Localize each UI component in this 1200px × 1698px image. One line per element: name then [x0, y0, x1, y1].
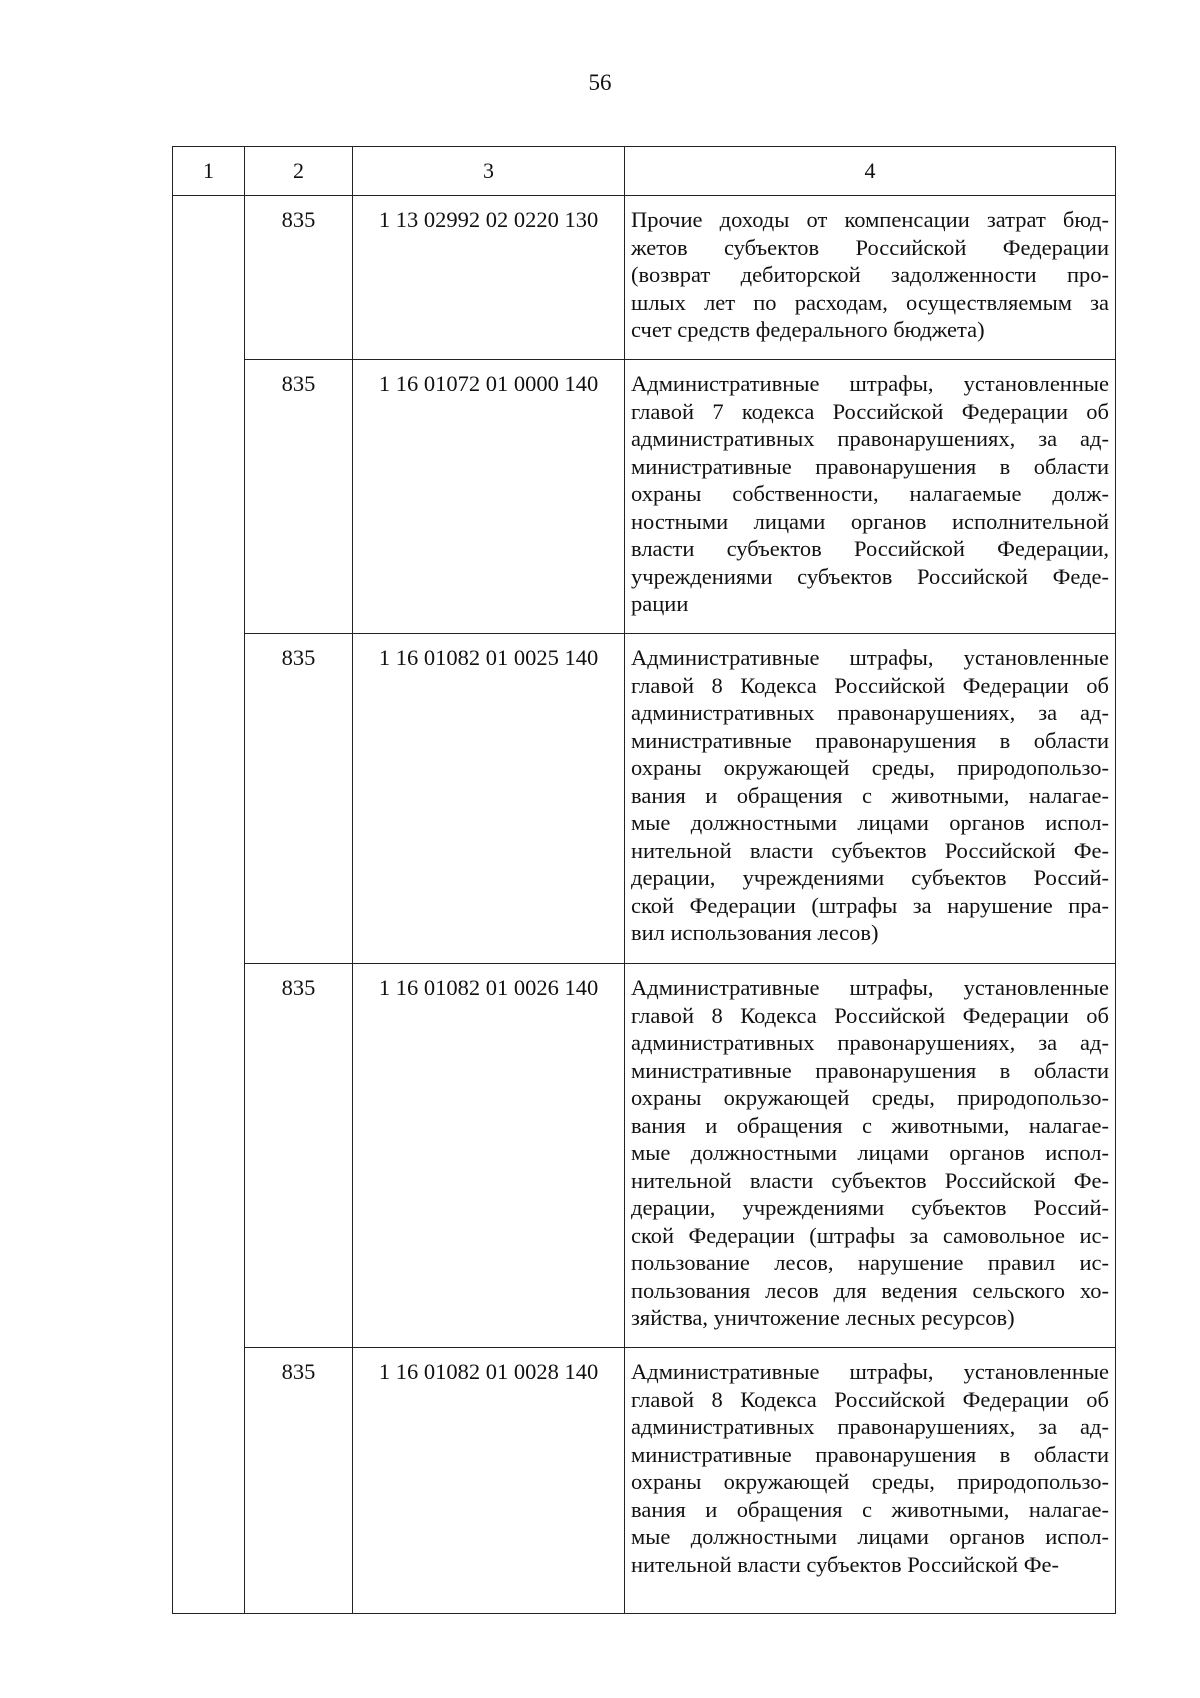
description-line: мые должностными лицами органов испол-	[631, 1140, 1109, 1165]
description-line: Административные штрафы, установленные	[631, 975, 1109, 1000]
description-line: нительной власти субъектов Российской Фе-	[631, 1167, 1109, 1193]
admin-code-cell: 835	[245, 964, 353, 1348]
description-line: административных правонарушениях, за ад-	[631, 1030, 1109, 1055]
description-line: административных правонарушениях, за ад-	[631, 700, 1109, 725]
description-line: министративные правонарушения в области	[631, 1441, 1109, 1467]
description-line: охраны окружающей среды, природопользо-	[631, 755, 1109, 780]
column-header-1: 1	[173, 147, 245, 196]
description-line: административных правонарушениях, за ад-	[631, 1414, 1109, 1439]
description-line: счет средств федерального бюджета)	[631, 317, 985, 342]
revenue-code-cell: 1 16 01082 01 0025 140	[353, 634, 625, 964]
description-line: административных правонарушениях, за ад-	[631, 426, 1109, 451]
description-line: ностными лицами органов исполнительной	[631, 508, 1109, 534]
admin-code-cell: 835	[245, 634, 353, 964]
description-line: министративные правонарушения в области	[631, 1057, 1109, 1083]
description-line: Прочие доходы от компенсации затрат бюд-	[631, 207, 1109, 232]
description-line: вил использования лесов)	[631, 920, 879, 945]
description-line: министративные правонарушения в области	[631, 727, 1109, 753]
admin-code-cell: 835	[245, 196, 353, 360]
description-cell	[625, 634, 1116, 964]
description-line: охраны окружающей среды, природопользо-	[631, 1085, 1109, 1110]
revenue-code-cell: 1 13 02992 02 0220 130	[353, 196, 625, 360]
page-number: 56	[588, 70, 612, 95]
description-line: жетов субъектов Российской Федерации	[631, 234, 1109, 260]
description-line: пользования лесов для ведения сельского хо-	[631, 1277, 1109, 1303]
revenue-codes-table	[172, 146, 1116, 1614]
description-line: зяйства, уничтожение лесных ресурсов)	[631, 1305, 1015, 1330]
admin-code-cell: 835	[245, 360, 353, 634]
description-line: главой 7 кодекса Российской Федерации об	[631, 398, 1109, 424]
description-line: власти субъектов Российской Федерации,	[631, 536, 1109, 561]
description-line: ской Федерации (штрафы за самовольное ис-	[631, 1222, 1109, 1248]
description-line: главой 8 Кодекса Российской Федерации об	[631, 1002, 1109, 1028]
table-row	[173, 964, 1116, 1348]
table-row	[173, 634, 1116, 964]
description-line: шлых лет по расходам, осуществляемым за	[631, 289, 1109, 315]
description-line: учреждениями субъектов Российской Феде-	[631, 563, 1109, 589]
table-row	[173, 1348, 1116, 1614]
column-header-2: 2	[245, 147, 353, 196]
revenue-code-cell: 1 16 01082 01 0028 140	[353, 1348, 625, 1614]
column-header-4: 4	[625, 147, 1116, 196]
description-line: охраны окружающей среды, природопользо-	[631, 1469, 1109, 1494]
description-line: мые должностными лицами органов испол-	[631, 1524, 1109, 1549]
description-line: пользование лесов, нарушение правил ис-	[631, 1250, 1109, 1275]
description-cell	[625, 360, 1116, 634]
description-line: вания и обращения с животными, налагае-	[631, 782, 1109, 808]
admin-code-cell: 835	[245, 1348, 353, 1614]
table-row	[173, 360, 1116, 634]
description-line: министративные правонарушения в области	[631, 453, 1109, 479]
description-line: ской Федерации (штрафы за нарушение пра-	[631, 892, 1109, 918]
description-cell	[625, 964, 1116, 1348]
description-line: Административные штрафы, установленные	[631, 645, 1109, 670]
description-line: дерации, учреждениями субъектов Россий-	[631, 865, 1109, 890]
revenue-code-cell: 1 16 01082 01 0026 140	[353, 964, 625, 1348]
column-1-merged-cell	[173, 196, 245, 1614]
table-body	[173, 196, 1116, 1614]
table-header-row	[173, 147, 1116, 196]
description-line: охраны собственности, налагаемые долж-	[631, 481, 1109, 506]
description-line: вания и обращения с животными, налагае-	[631, 1496, 1109, 1522]
description-line: рации	[631, 591, 689, 616]
description-line: главой 8 Кодекса Российской Федерации об	[631, 672, 1109, 698]
revenue-code-cell: 1 16 01072 01 0000 140	[353, 360, 625, 634]
description-line: Административные штрафы, установленные	[631, 1359, 1109, 1384]
description-line: дерации, учреждениями субъектов Россий-	[631, 1195, 1109, 1220]
description-line: нительной власти субъектов Российской Фе-	[631, 1551, 1059, 1577]
description-cell	[625, 196, 1116, 360]
description-line: главой 8 Кодекса Российской Федерации об	[631, 1386, 1109, 1412]
description-cell	[625, 1348, 1116, 1614]
description-line: мые должностными лицами органов испол-	[631, 810, 1109, 835]
description-line: вания и обращения с животными, налагае-	[631, 1112, 1109, 1138]
description-line: нительной власти субъектов Российской Фе-	[631, 837, 1109, 863]
description-line: Административные штрафы, установленные	[631, 371, 1109, 396]
column-header-3: 3	[353, 147, 625, 196]
description-line: (возврат дебиторской задолженности про-	[631, 262, 1109, 287]
table-row	[173, 196, 1116, 360]
